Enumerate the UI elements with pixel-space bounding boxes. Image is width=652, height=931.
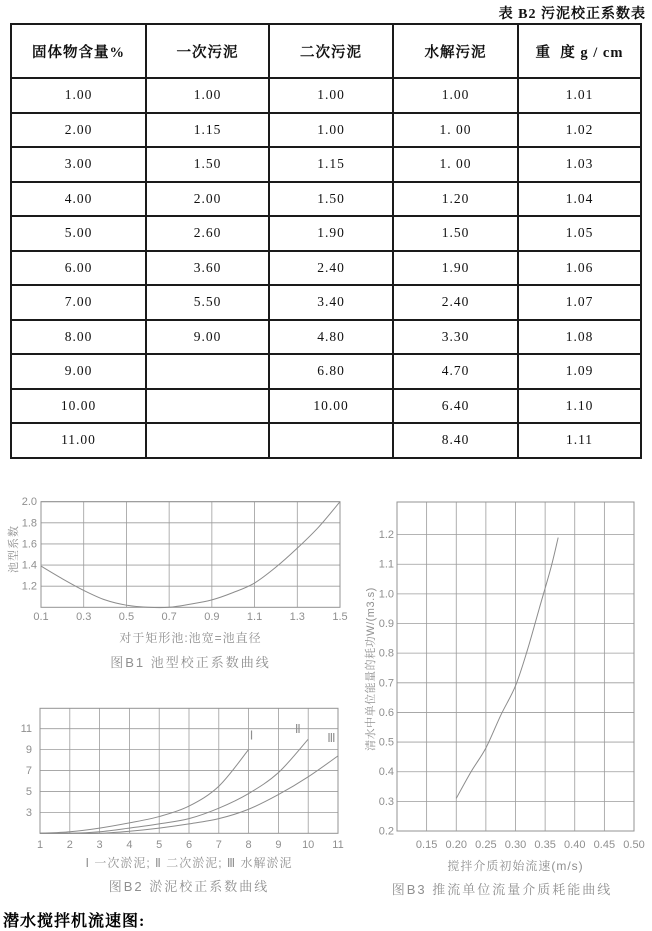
b3-x-tick-label: 0.50 (623, 839, 645, 851)
table-cell: 1.50 (393, 216, 518, 251)
table-cell: 2.00 (146, 182, 269, 217)
table-cell: 10.00 (11, 389, 146, 424)
table-row (11, 423, 641, 458)
b1-x-tick-label: 0.3 (76, 611, 92, 623)
b2-x-tick-label: 8 (245, 839, 252, 851)
b2-x-tick-label: 11 (332, 839, 344, 851)
table-cell: 1.09 (518, 354, 641, 389)
chart-b1-y-axis-label: 池型系数 (8, 525, 20, 573)
b2-y-tick-label: 5 (25, 785, 32, 798)
page-title: 表 B2 污泥校正系数表 (498, 7, 646, 22)
b1-y-tick-label: 2.0 (21, 496, 37, 509)
table-cell: 1.07 (518, 285, 641, 320)
table-cell: 1.00 (393, 78, 518, 113)
table-cell: 6.40 (393, 389, 518, 424)
table-cell: 2.40 (269, 251, 393, 286)
column-header: 固体物含量% (11, 24, 146, 78)
table-cell: 9.00 (146, 320, 269, 355)
b1-x-tick-label: 1.5 (332, 611, 348, 623)
table-cell: 1.00 (269, 78, 393, 113)
b3-y-tick-label: 0.9 (378, 618, 394, 631)
table-cell: 1.00 (146, 78, 269, 113)
table-cell: 3.00 (11, 147, 146, 182)
chart-b3-y-axis-label: 清水中单位能量的耗功W/(m3.s) (365, 587, 377, 751)
table-cell: 6.80 (269, 354, 393, 389)
table-cell: 2.60 (146, 216, 269, 251)
b2-x-tick-label: 2 (66, 839, 73, 851)
table-cell: 8.40 (393, 423, 518, 458)
b2-x-tick-label: 7 (215, 839, 222, 851)
b2-x-tick-label: 6 (185, 839, 193, 851)
table-cell: 5.50 (146, 285, 269, 320)
table-row (11, 78, 641, 113)
b3-x-tick-label: 0.40 (564, 839, 586, 851)
b3-curve-1 (456, 538, 558, 799)
table-cell: 7.00 (11, 285, 146, 320)
table-cell: 4.70 (393, 354, 518, 389)
b2-y-tick-label: 11 (20, 723, 32, 736)
b3-y-tick-label: 1.2 (378, 529, 394, 542)
b3-y-tick-label: 0.5 (378, 736, 394, 749)
b1-y-tick-label: 1.6 (21, 538, 37, 551)
table-cell: 9.00 (11, 354, 146, 389)
b2-x-tick-label: 3 (96, 839, 103, 851)
table-cell: 1. 00 (393, 147, 518, 182)
b1-x-tick-label: 1.1 (246, 611, 263, 623)
table-cell: 1. 00 (393, 113, 518, 148)
b3-x-tick-label: 0.35 (534, 839, 556, 851)
table-cell: 1.06 (518, 251, 641, 286)
table-cell: 5.00 (11, 216, 146, 251)
b3-y-tick-label: 0.6 (378, 706, 394, 719)
table-cell: 2.00 (11, 113, 146, 148)
b2-y-tick-label: 3 (25, 806, 32, 819)
table-row (11, 182, 641, 217)
table-cell: 4.80 (269, 320, 393, 355)
table-cell: 1.10 (518, 389, 641, 424)
column-header: 水解污泥 (393, 24, 518, 78)
b3-y-tick-label: 0.7 (378, 677, 394, 690)
table-row (11, 389, 641, 424)
footer-text: 潜水搅拌机流速图: (3, 913, 146, 930)
table-cell: 1.03 (518, 147, 641, 182)
column-header: 二次污泥 (269, 24, 393, 78)
table-cell: 1.01 (518, 78, 641, 113)
table-cell: 10.00 (269, 389, 393, 424)
b3-y-tick-label: 1.0 (378, 588, 394, 601)
column-header: 重 度 g / cm (518, 24, 641, 78)
b2-series-label: Ⅰ (249, 728, 254, 743)
table-cell: 1.15 (146, 113, 269, 148)
chart-b3-energy-consumption (360, 496, 652, 900)
b2-x-tick-label: 5 (156, 839, 163, 851)
b3-y-tick-label: 0.8 (378, 647, 394, 660)
chart-b2-plot (0, 695, 360, 855)
table-cell (269, 423, 393, 458)
table-cell (146, 423, 269, 458)
b3-y-tick-label: 1.1 (378, 558, 394, 571)
chart-b1-x-axis-label: 对于矩形池:池宽=池直径 (119, 631, 262, 645)
b3-y-tick-label: 0.2 (378, 825, 394, 838)
b1-x-tick-label: 0.1 (33, 611, 49, 623)
b2-x-tick-label: 10 (302, 839, 315, 851)
table-cell: 1.08 (518, 320, 641, 355)
table-row (11, 147, 641, 182)
table-cell: 3.30 (393, 320, 518, 355)
b3-x-tick-label: 0.30 (504, 839, 527, 851)
b2-x-tick-label: 1 (36, 839, 44, 851)
table-cell: 1.20 (393, 182, 518, 217)
b1-x-tick-label: 1.3 (289, 611, 305, 623)
table-cell: 1.90 (393, 251, 518, 286)
sludge-correction-table-wrap (10, 23, 640, 459)
table-row (11, 354, 641, 389)
chart-b1-plot (0, 490, 360, 625)
table-cell (146, 389, 269, 424)
b3-x-tick-label: 0.20 (445, 839, 467, 851)
b1-y-tick-label: 1.8 (21, 517, 37, 530)
b2-curve-2 (40, 739, 308, 833)
chart-b2-legend: Ⅰ 一次淤泥; Ⅱ 二次淤泥; Ⅲ 水解淤泥 (85, 856, 293, 870)
table-cell: 6.00 (11, 251, 146, 286)
b2-series-label: Ⅱ (294, 721, 301, 736)
b1-curve-1 (41, 502, 340, 608)
table-row (11, 285, 641, 320)
b1-y-tick-label: 1.4 (21, 559, 37, 572)
table-cell: 1.00 (269, 113, 393, 148)
table-cell: 1.15 (269, 147, 393, 182)
table-header (11, 24, 641, 78)
table-cell: 1.04 (518, 182, 641, 217)
b2-y-tick-label: 9 (25, 744, 32, 757)
b2-x-tick-label: 4 (126, 839, 133, 851)
table-cell: 2.40 (393, 285, 518, 320)
column-header: 一次污泥 (146, 24, 269, 78)
table-cell: 1.05 (518, 216, 641, 251)
chart-b3-plot (360, 496, 652, 856)
table-cell: 3.40 (269, 285, 393, 320)
table-cell: 1.50 (269, 182, 393, 217)
chart-b1-caption: 图B1 池型校正系数曲线 (110, 655, 271, 670)
b1-x-tick-label: 0.7 (161, 611, 177, 623)
table-cell: 11.00 (11, 423, 146, 458)
table-cell: 3.60 (146, 251, 269, 286)
b1-y-tick-label: 1.2 (21, 580, 37, 593)
b2-x-tick-label: 9 (275, 839, 282, 851)
table-cell: 1.50 (146, 147, 269, 182)
chart-b1-pool-shape-coefficient (0, 490, 360, 690)
b3-x-tick-label: 0.15 (415, 839, 438, 851)
b1-x-tick-label: 0.5 (118, 611, 135, 623)
table-header-row (11, 24, 641, 78)
b3-x-tick-label: 0.25 (475, 839, 497, 851)
b3-y-tick-label: 0.3 (378, 795, 394, 808)
table-cell: 4.00 (11, 182, 146, 217)
chart-b2-caption: 图B2 淤泥校正系数曲线 (108, 879, 270, 894)
table-cell: 8.00 (11, 320, 146, 355)
chart-b3-x-axis-label: 搅拌介质初始流速(m/s) (447, 859, 584, 873)
table-cell: 1.00 (11, 78, 146, 113)
b3-x-tick-label: 0.45 (593, 839, 616, 851)
chart-b2-sludge-correction (0, 695, 360, 910)
table-cell: 1.90 (269, 216, 393, 251)
table-cell (146, 354, 269, 389)
chart-b3-caption: 图B3 推流单位流量介质耗能曲线 (391, 882, 613, 897)
sludge-correction-table (10, 23, 642, 459)
table-row (11, 113, 641, 148)
b2-series-label: Ⅲ (327, 730, 336, 745)
table-row (11, 320, 641, 355)
table-row (11, 251, 641, 286)
table-body (11, 78, 641, 458)
table-row (11, 216, 641, 251)
table-cell: 1.02 (518, 113, 641, 148)
b3-y-tick-label: 0.4 (378, 766, 394, 779)
table-cell: 1.11 (518, 423, 641, 458)
b2-y-tick-label: 7 (25, 765, 32, 778)
b1-x-tick-label: 0.9 (204, 611, 220, 623)
